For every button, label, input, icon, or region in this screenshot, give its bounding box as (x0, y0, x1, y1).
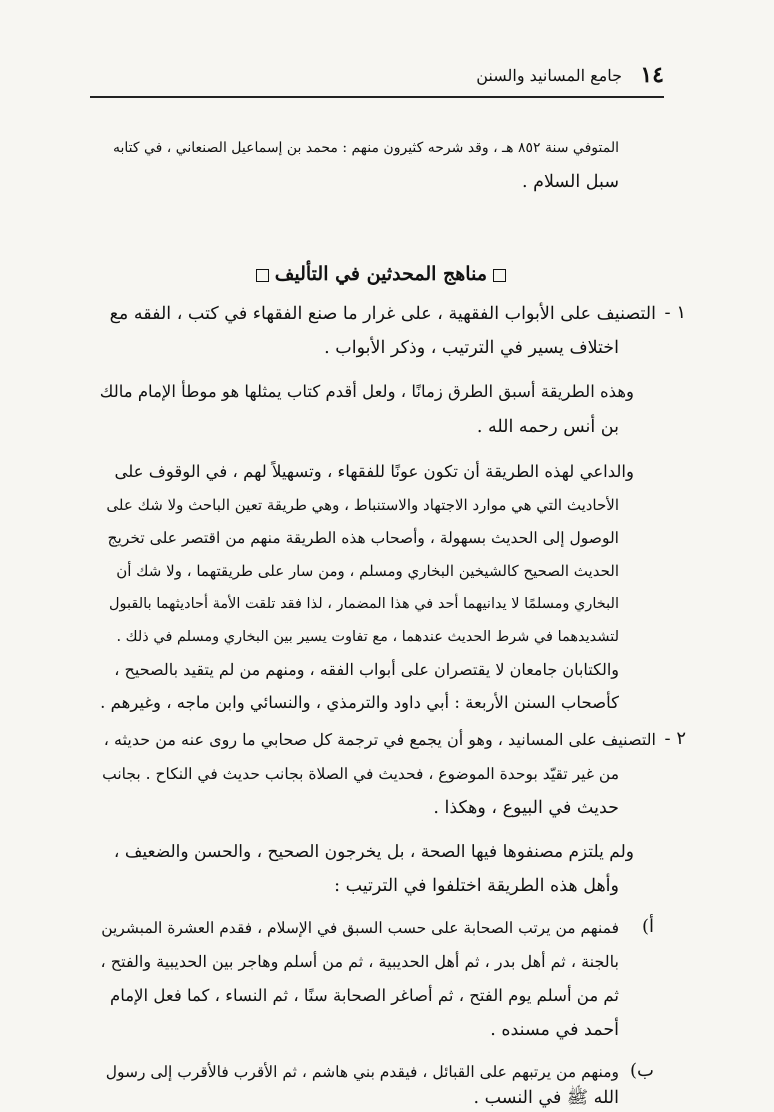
running-title: جامع المسانيد والسنن (476, 66, 622, 85)
paragraph-line: التصنيف على الأبواب الفقهية ، على غرار ما صنع الفقهاء في كتب ، الفقه مع (109, 304, 656, 324)
paragraph-line: بن أنس رحمه الله . (476, 417, 619, 437)
paragraph-line: والكتابان جامعان لا يقتصران على أبواب الفقه ، ومنهم من لم يتقيد بالصحيح ، (114, 660, 619, 679)
paragraph-line: الأحاديث التي هي موارد الاجتهاد والاستنباط ، وهي طريقة تعين الباحث ولا شك على (106, 496, 619, 514)
paragraph-line: ثم من أسلم يوم الفتح ، ثم أصاغر الصحابة سنًا ، ثم النساء ، كما فعل الإمام (110, 986, 619, 1005)
paragraph-line: الله ﷺ في النسب . (473, 1088, 619, 1108)
paragraph-line: أحمد في مسنده . (490, 1020, 619, 1040)
page-header (90, 56, 664, 98)
page-number: ١٤ (640, 62, 664, 88)
paragraph-line: وهذه الطريقة أسبق الطرق زمانًا ، ولعل أقدم كتاب يمثلها هو موطأ الإمام مالك (99, 382, 634, 401)
paragraph-line: من غير تقيّد بوحدة الموضوع ، فحديث في الصلاة بجانب حديث في النكاح . بجانب (102, 765, 619, 783)
sub-item-marker: ب) (630, 1060, 654, 1081)
intro-line: سبل السلام . (522, 172, 619, 192)
intro-line: المتوفي سنة ٨٥٢ هـ ، وقد شرحه كثيرون منهم : محمد بن إسماعيل الصنعاني ، في كتابه (112, 140, 619, 156)
paragraph-line: ومنهم من يرتبهم على القبائل ، فيقدم بني هاشم ، ثم الأقرب فالأقرب إلى رسول (105, 1063, 619, 1081)
paragraph-line: كأصحاب السنن الأربعة : أبي داود والترمذي ، والنسائي وابن ماجه ، وغيرهم . (100, 693, 619, 712)
paragraph-line: وأهل هذه الطريقة اختلفوا في الترتيب : (334, 876, 619, 896)
paragraph-line: والداعي لهذه الطريقة أن تكون عونًا للفقهاء ، وتسهيلاً لهم ، في الوقوف على (114, 462, 634, 481)
paragraph-line: البخاري ومسلمًا لا يدانيهما أحد في هذا المضمار ، لذا فقد تلقت الأمة أحاديثهما بالقبول (109, 596, 619, 612)
item-number: ٢ - (664, 728, 686, 749)
section-heading-text: مناهج المحدثين في التأليف (274, 263, 487, 285)
paragraph-line: حديث في البيوع ، وهكذا . (433, 798, 619, 818)
heading-box-icon (493, 269, 506, 282)
sub-item-marker: أ) (641, 916, 654, 937)
paragraph-line: بالجنة ، ثم أهل بدر ، ثم أهل الحديبية ، ثم من أسلم وهاجر بين الحديبية والفتح ، (100, 952, 619, 971)
paragraph-line: التصنيف على المسانيد ، وهو أن يجمع في ترجمة كل صحابي ما روى عنه من حديثه ، (103, 730, 656, 749)
paragraph-line: فمنهم من يرتب الصحابة على حسب السبق في الإسلام ، فقدم العشرة المبشرين (101, 919, 619, 937)
paragraph-line: اختلاف يسير في الترتيب ، وذكر الأبواب . (324, 338, 619, 358)
paragraph-line: الحديث الصحيح كالشيخين البخاري ومسلم ، ومن سار على طريقتهما ، ولا شك أن (116, 562, 619, 580)
item-number: ١ - (664, 302, 686, 323)
paragraph-line: لتشديدهما في شرط الحديث عندهما ، مع تفاوت يسير بين البخاري ومسلم في ذلك . (116, 629, 619, 645)
heading-box-icon (256, 269, 269, 282)
section-heading (250, 262, 512, 286)
paragraph-line: الوصول إلى الحديث بسهولة ، وأصحاب هذه الطريقة منهم من اقتصر على تخريج (107, 529, 619, 547)
paragraph-line: ولم يلتزم مصنفوها فيها الصحة ، بل يخرجون الصحيح ، والحسن والضعيف ، (113, 842, 634, 862)
